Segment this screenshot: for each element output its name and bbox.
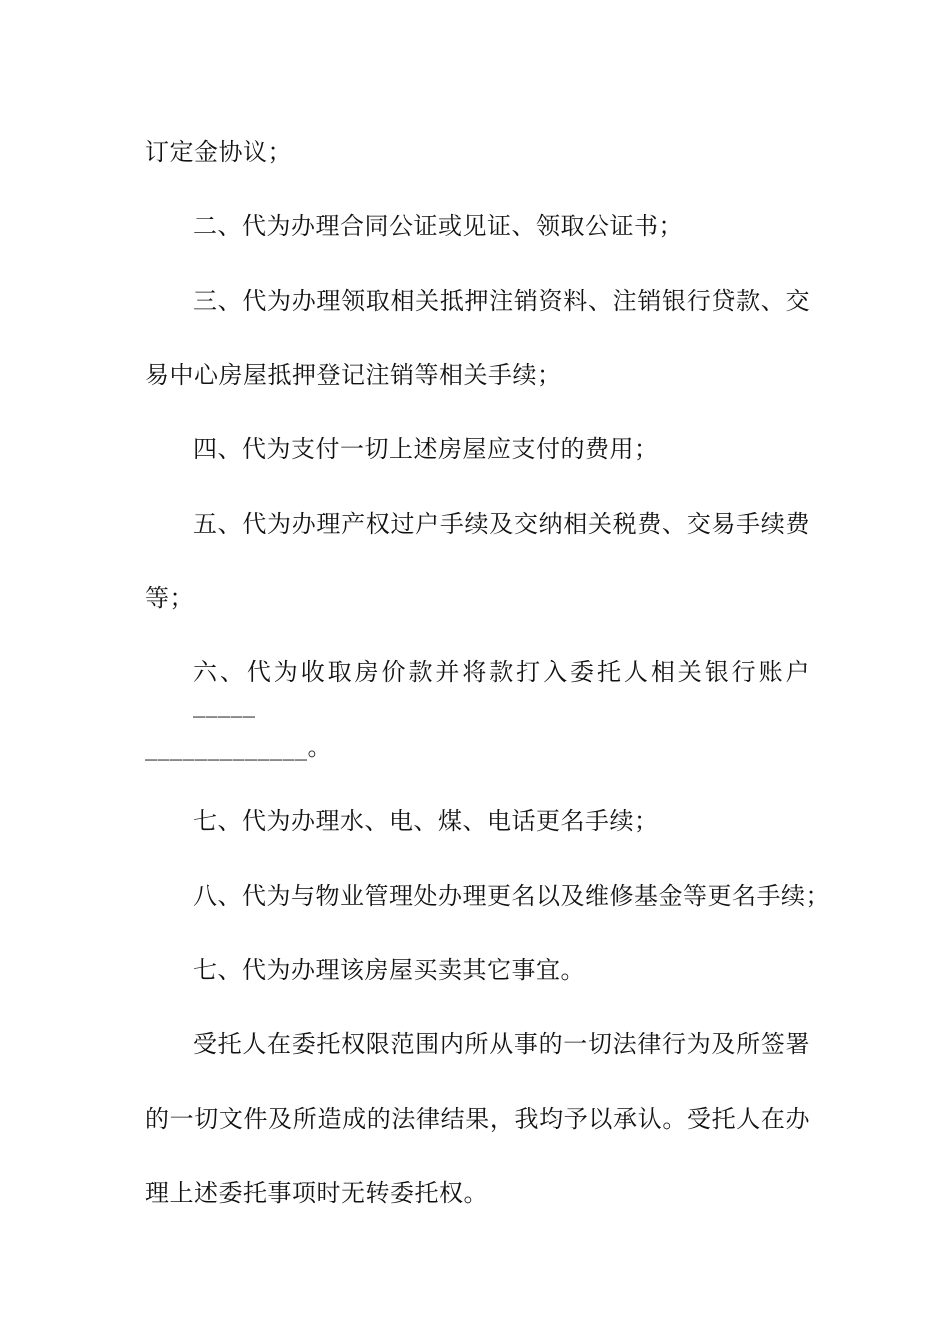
clause-8: 八、代为与物业管理处办理更名以及维修基金等更名手续； — [193, 882, 830, 910]
clause-6-continued: _____________。 — [145, 733, 332, 761]
clause-4: 四、代为支付一切上述房屋应支付的费用； — [193, 435, 659, 463]
text-line: 订定金协议； — [145, 138, 292, 166]
clause-5: 五、代为办理产权过户手续及交纳相关税费、交易手续费 — [193, 510, 810, 538]
clause-3: 三、代为办理领取相关抵押注销资料、注销银行贷款、交 — [193, 287, 810, 315]
clause-6: 六、代为收取房价款并将款打入委托人相关银行账户_____ — [193, 658, 810, 718]
clause-5-continued: 等； — [145, 584, 194, 612]
paragraph-line-2: 的一切文件及所造成的法律结果，我均予以承认。受托人在办 — [145, 1105, 810, 1133]
paragraph-line-1: 受托人在委托权限范围内所从事的一切法律行为及所签署 — [193, 1030, 810, 1058]
clause-7: 七、代为办理水、电、煤、电话更名手续； — [193, 807, 659, 835]
paragraph-line-3: 理上述委托事项时无转委托权。 — [145, 1179, 488, 1207]
clause-7b: 七、代为办理该房屋买卖其它事宜。 — [193, 956, 585, 984]
clause-2: 二、代为办理合同公证或见证、领取公证书； — [193, 212, 683, 240]
clause-3-continued: 易中心房屋抵押登记注销等相关手续； — [145, 361, 562, 389]
